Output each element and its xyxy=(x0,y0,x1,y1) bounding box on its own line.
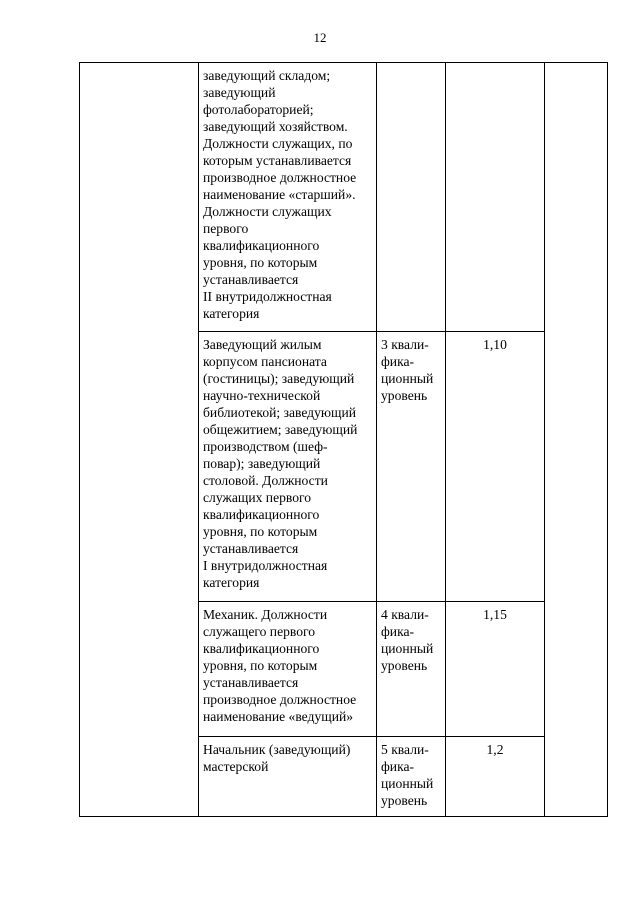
level-cell xyxy=(377,602,446,737)
level-text: 5 квали- фика- ционный уровень xyxy=(381,742,434,808)
positions-text: Заведующий жилым корпусом пансионата (гостиницы); заведующий научно-технической библиотекой; заведующий общежитием; заведующий производством (шеф- повар); заведующий столовой. Должности служащих первого квалификационного уровня, по которым устанавливается I внутридолжностная категория xyxy=(203,337,358,590)
level-cell xyxy=(377,63,446,332)
level-cell xyxy=(377,737,446,817)
positions-text: заведующий складом; заведующий фотолабораторией; заведующий хозяйством. Должности служащих, по которым устанавливается производное должностное наименование «старший». Должности служащих первого квалификационного уровня, по которым устанавливается II внутридолжностная категория xyxy=(203,68,357,321)
extra-cell xyxy=(545,63,608,817)
page-number: 12 xyxy=(313,30,327,45)
coefficient-text: 1,10 xyxy=(483,337,507,352)
positions-cell xyxy=(199,737,377,817)
qualification-table xyxy=(79,62,608,817)
coefficient-text: 1,2 xyxy=(486,742,504,757)
level-text: 4 квали- фика- ционный уровень xyxy=(381,607,434,673)
positions-cell xyxy=(199,602,377,737)
coefficient-cell xyxy=(446,332,545,602)
level-cell xyxy=(377,332,446,602)
coefficient-text: 1,15 xyxy=(483,607,507,622)
positions-cell xyxy=(199,63,377,332)
level-text: 3 квали- фика- ционный уровень xyxy=(381,337,434,403)
coefficient-cell xyxy=(446,602,545,737)
group-cell xyxy=(80,63,199,817)
coefficient-cell xyxy=(446,63,545,332)
positions-cell xyxy=(199,332,377,602)
positions-text: Начальник (заведующий) мастерской xyxy=(203,742,351,774)
coefficient-cell xyxy=(446,737,545,817)
table-row xyxy=(80,63,608,332)
positions-text: Механик. Должности служащего первого квалификационного уровня, по которым устанавливается производное должностное наименование «ведущий» xyxy=(203,607,357,724)
